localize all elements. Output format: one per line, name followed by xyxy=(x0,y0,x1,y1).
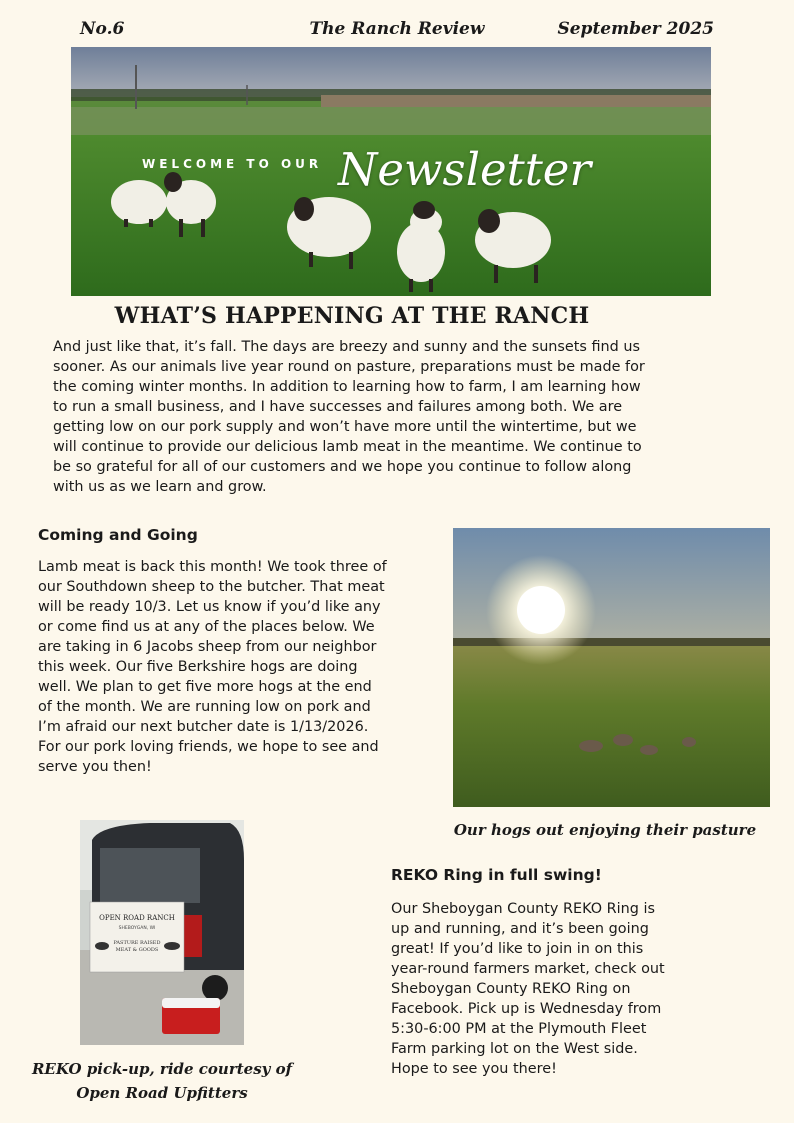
intro-line: sooner. As our animals live year round on pasture, preparations must be made for xyxy=(53,359,645,375)
intro-line: with us as we learn and grow. xyxy=(53,479,267,495)
cg-line: For our pork loving friends, we hope to see and xyxy=(38,739,379,755)
cg-line: this week. Our five Berkshire hogs are doing xyxy=(38,659,358,675)
reko-line: year-round farmers market, check out xyxy=(391,961,665,977)
reko-line: great! If you’d like to join in on this xyxy=(391,941,644,957)
hogs-photo-caption: Our hogs out enjoying their pasture xyxy=(453,821,757,839)
intro-paragraph xyxy=(53,337,743,497)
intro-line: be so grateful for all of our customers and we hope you continue to follow along xyxy=(53,459,632,475)
reko-van-photo xyxy=(80,820,244,1045)
coming-going-heading: Coming and Going xyxy=(38,526,198,544)
van-banner-line2: SHEBOYGAN, WI xyxy=(118,926,156,931)
reko-line: Sheboygan County REKO Ring on xyxy=(391,981,631,997)
newsletter-title: The Ranch Review xyxy=(309,19,485,39)
intro-line: getting low on our pork supply and won’t have more until the wintertime, but we xyxy=(53,419,637,435)
intro-line: And just like that, it’s fall. The days are breezy and sunny and the sunsets find us xyxy=(53,339,641,355)
van-banner-line1: OPEN ROAD RANCH xyxy=(99,914,175,922)
reko-paragraph xyxy=(391,899,731,1079)
van-photo-caption xyxy=(30,1057,294,1105)
reko-line: Facebook. Pick up is Wednesday from xyxy=(391,1001,662,1017)
welcome-label: WELCOME TO OUR xyxy=(142,157,323,171)
issue-date: September 2025 xyxy=(557,19,714,39)
hogs-sunset-photo xyxy=(453,528,770,807)
issue-number: No.6 xyxy=(80,19,125,39)
cg-line: of the month. We are running low on pork and xyxy=(38,699,371,715)
cg-line: are taking in 6 Jacobs sheep from our neighbor xyxy=(38,639,377,655)
van-banner-line3: PASTURE RAISED xyxy=(113,940,161,946)
reko-heading: REKO Ring in full swing! xyxy=(391,866,602,884)
cg-line: will be ready 10/3. Let us know if you’d like any xyxy=(38,599,381,615)
cg-line: serve you then! xyxy=(38,759,152,775)
intro-line: to run a small business, and I have successes and failures among both. We are xyxy=(53,399,623,415)
reko-line: up and running, and it’s been going xyxy=(391,921,649,937)
reko-line: 5:30-6:00 PM at the Plymouth Fleet xyxy=(391,1021,647,1037)
reko-line: Farm parking lot on the West side. xyxy=(391,1041,638,1057)
section-heading: WHAT’S HAPPENING AT THE RANCH xyxy=(114,303,590,329)
cg-line: well. We plan to get five more hogs at the end xyxy=(38,679,372,695)
reko-line: Our Sheboygan County REKO Ring is xyxy=(391,901,655,917)
van-banner-line4: MEAT & GOODS xyxy=(115,947,159,953)
intro-line: the coming winter months. In addition to learning how to farm, I am learning how xyxy=(53,379,641,395)
van-caption-line: Open Road Upfitters xyxy=(76,1084,248,1102)
cg-line: or come find us at any of the places below. We xyxy=(38,619,375,635)
cg-line: Lamb meat is back this month! We took three of xyxy=(38,559,387,575)
cg-line: our Southdown sheep to the butcher. That meat xyxy=(38,579,385,595)
newsletter-script-title: Newsletter xyxy=(338,143,591,196)
reko-line: Hope to see you there! xyxy=(391,1061,557,1077)
intro-line: will continue to provide our delicious lamb meat in the meantime. We continue to xyxy=(53,439,642,455)
coming-going-paragraph xyxy=(38,557,433,777)
cg-line: I’m afraid our next butcher date is 1/13/2026. xyxy=(38,719,369,735)
van-caption-line: REKO pick-up, ride courtesy of xyxy=(31,1060,293,1078)
